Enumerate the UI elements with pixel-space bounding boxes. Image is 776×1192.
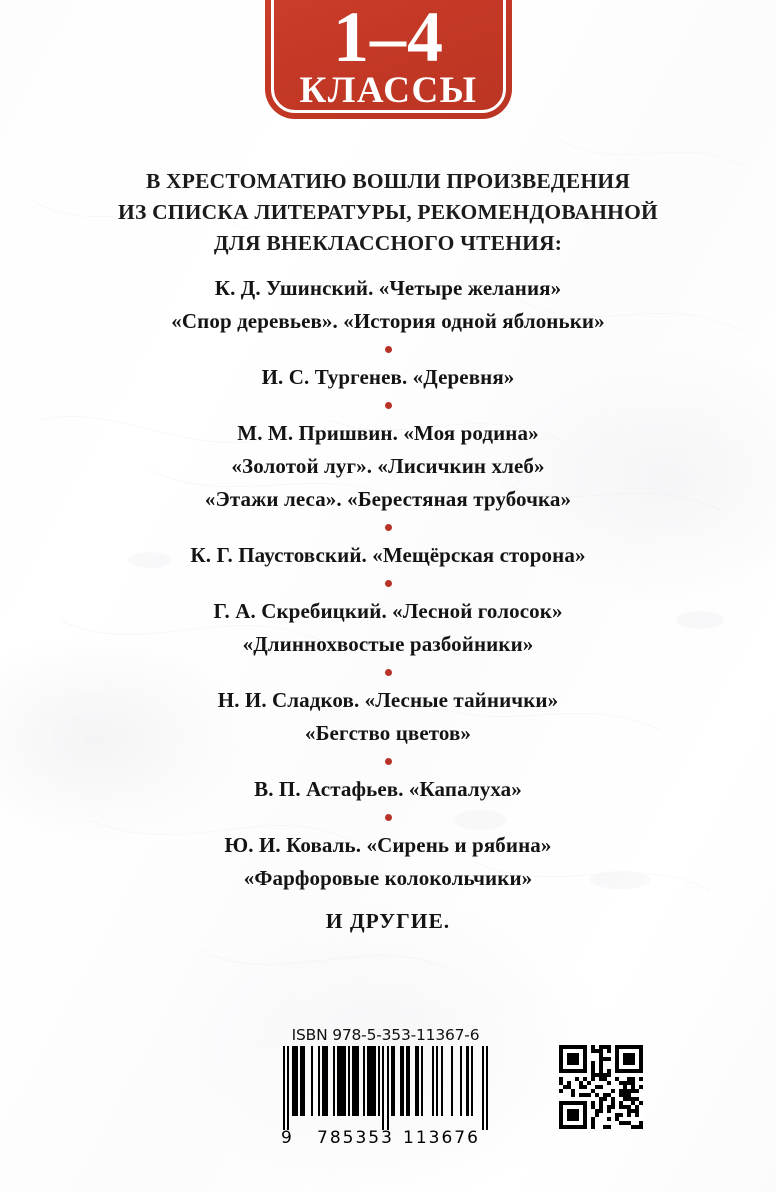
entry-line: К. Д. Ушинский. «Четыре желания» xyxy=(214,276,562,300)
list-item xyxy=(0,773,776,806)
intro-line-3: ДЛЯ ВНЕКЛАССНОГО ЧТЕНИЯ: xyxy=(213,231,563,255)
intro-line-1: В ХРЕСТОМАТИЮ ВОШЛИ ПРОИЗВЕДЕНИЯ xyxy=(145,169,631,193)
list-item xyxy=(0,684,776,750)
grade-badge-label: КЛАССЫ xyxy=(299,70,478,111)
ean13-digits xyxy=(283,1130,488,1150)
ean13-barcode xyxy=(283,1046,488,1130)
dot-separator-icon xyxy=(0,338,776,361)
entry-line: «Фарфоровые колокольчики» xyxy=(243,866,533,890)
grade-badge xyxy=(265,0,512,119)
entry-line: «Этажи леса». «Берестяная трубочка» xyxy=(204,487,572,511)
grade-badge-content xyxy=(265,0,512,119)
entry-line: Н. И. Сладков. «Лесные тайнички» xyxy=(217,688,559,712)
list-item xyxy=(0,829,776,895)
contents-list xyxy=(0,272,776,938)
grade-badge-range: 1–4 xyxy=(333,0,444,77)
entry-line: Г. А. Скребицкий. «Лесной голосок» xyxy=(213,599,563,623)
qr-code-grid xyxy=(559,1045,643,1129)
entry-line: И. С. Тургенев. «Деревня» xyxy=(261,365,515,389)
list-item xyxy=(0,539,776,572)
ean-lead-digit: 9 xyxy=(281,1128,294,1148)
ean-left-group: 785353 xyxy=(317,1128,394,1148)
isbn-text: ISBN 978-5-353-11367-6 xyxy=(291,1026,480,1044)
dot-separator-icon xyxy=(0,806,776,829)
entry-line: Ю. И. Коваль. «Сирень и рябина» xyxy=(224,833,552,857)
entry-line: «Спор деревьев». «История одной яблоньки» xyxy=(171,309,605,333)
list-item xyxy=(0,272,776,338)
entry-line: «Золотой луг». «Лисичкин хлеб» xyxy=(231,454,545,478)
list-item xyxy=(0,361,776,394)
intro-line-2: ИЗ СПИСКА ЛИТЕРАТУРЫ, РЕКОМЕНДОВАННОЙ xyxy=(118,200,658,224)
qr-code xyxy=(559,1045,643,1129)
dot-separator-icon xyxy=(0,750,776,773)
dot-separator-icon xyxy=(0,516,776,539)
entry-line: «Бегство цветов» xyxy=(304,721,472,745)
dot-separator-icon xyxy=(0,394,776,417)
entry-line: К. Г. Паустовский. «Мещёрская сторона» xyxy=(190,543,586,567)
entry-line: М. М. Пришвин. «Моя родина» xyxy=(237,421,539,445)
list-item xyxy=(0,417,776,516)
intro-heading xyxy=(0,166,776,259)
barcode-block xyxy=(283,1026,488,1150)
dot-separator-icon xyxy=(0,661,776,684)
contents-closing: И ДРУГИЕ. xyxy=(325,909,451,933)
entry-line: В. П. Астафьев. «Капалуха» xyxy=(254,777,522,801)
ean-right-group: 113676 xyxy=(403,1128,480,1148)
entry-line: «Длиннохвостые разбойники» xyxy=(242,632,534,656)
list-item xyxy=(0,595,776,661)
dot-separator-icon xyxy=(0,572,776,595)
